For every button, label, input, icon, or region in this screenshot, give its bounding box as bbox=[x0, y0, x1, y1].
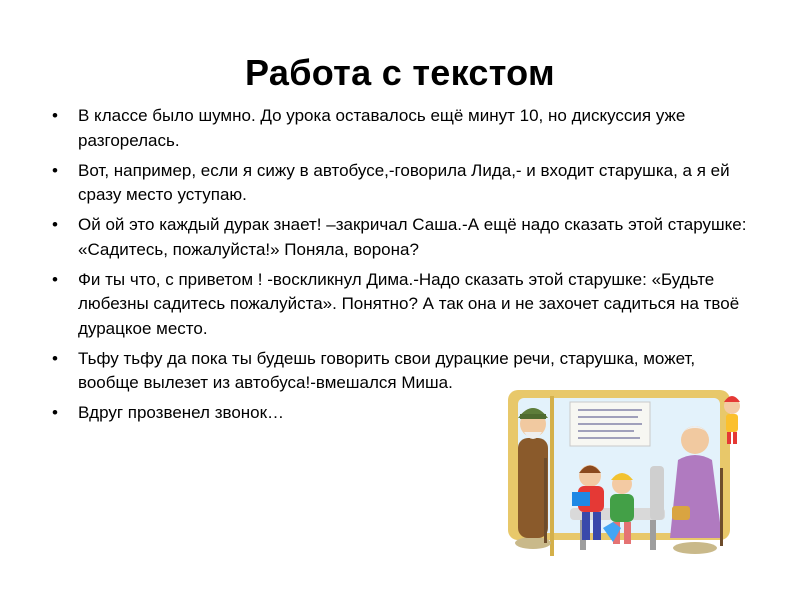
notice-poster bbox=[570, 402, 650, 446]
list-item bbox=[52, 159, 752, 208]
bullet-dot: • bbox=[52, 160, 58, 180]
handrail bbox=[550, 396, 554, 556]
bullet-text: Ой ой это каждый дурак знает! –закричал Саша.-А ещё надо сказать этой старушке: «Садитесь, пожалуйста!» Поняла, ворона? bbox=[78, 215, 747, 259]
bullet-dot: • bbox=[52, 106, 58, 125]
bullet-text: Вот, например, если я сижу в автобусе,-говорила Лида,- и входит старушка, а я ей сразу место уступаю. bbox=[78, 160, 730, 204]
bus-scene-illustration bbox=[500, 388, 745, 563]
bullet-dot: • bbox=[52, 269, 58, 289]
bullet-text: Тьфу тьфу да пока ты будешь говорить свои дурацкие речи, старушка, может, вообще вылезет из автобуса!-вмешался Миша. bbox=[78, 348, 696, 392]
page-title: Работа с текстом bbox=[245, 52, 555, 93]
bullet-dot: • bbox=[52, 215, 58, 234]
bullet-list bbox=[52, 104, 752, 431]
bullet-dot: • bbox=[52, 403, 58, 422]
bullet-text: В классе было шумно. До урока оставалось ещё минут 10, но дискуссия уже разгорелась. bbox=[78, 106, 686, 150]
list-item bbox=[52, 104, 752, 153]
bullet-text: Вдруг прозвенел звонок… bbox=[78, 403, 285, 422]
list-item bbox=[52, 213, 752, 262]
list-item bbox=[52, 268, 752, 342]
bullet-text: Фи ты что, с приветом ! -воскликнул Дима.-Надо сказать этой старушке: «Будьте любезны садитесь пожалуйста». Понятно? А так она и не захочет садиться на твоё дурацкое место. bbox=[78, 269, 740, 338]
bullet-dot: • bbox=[52, 348, 58, 368]
